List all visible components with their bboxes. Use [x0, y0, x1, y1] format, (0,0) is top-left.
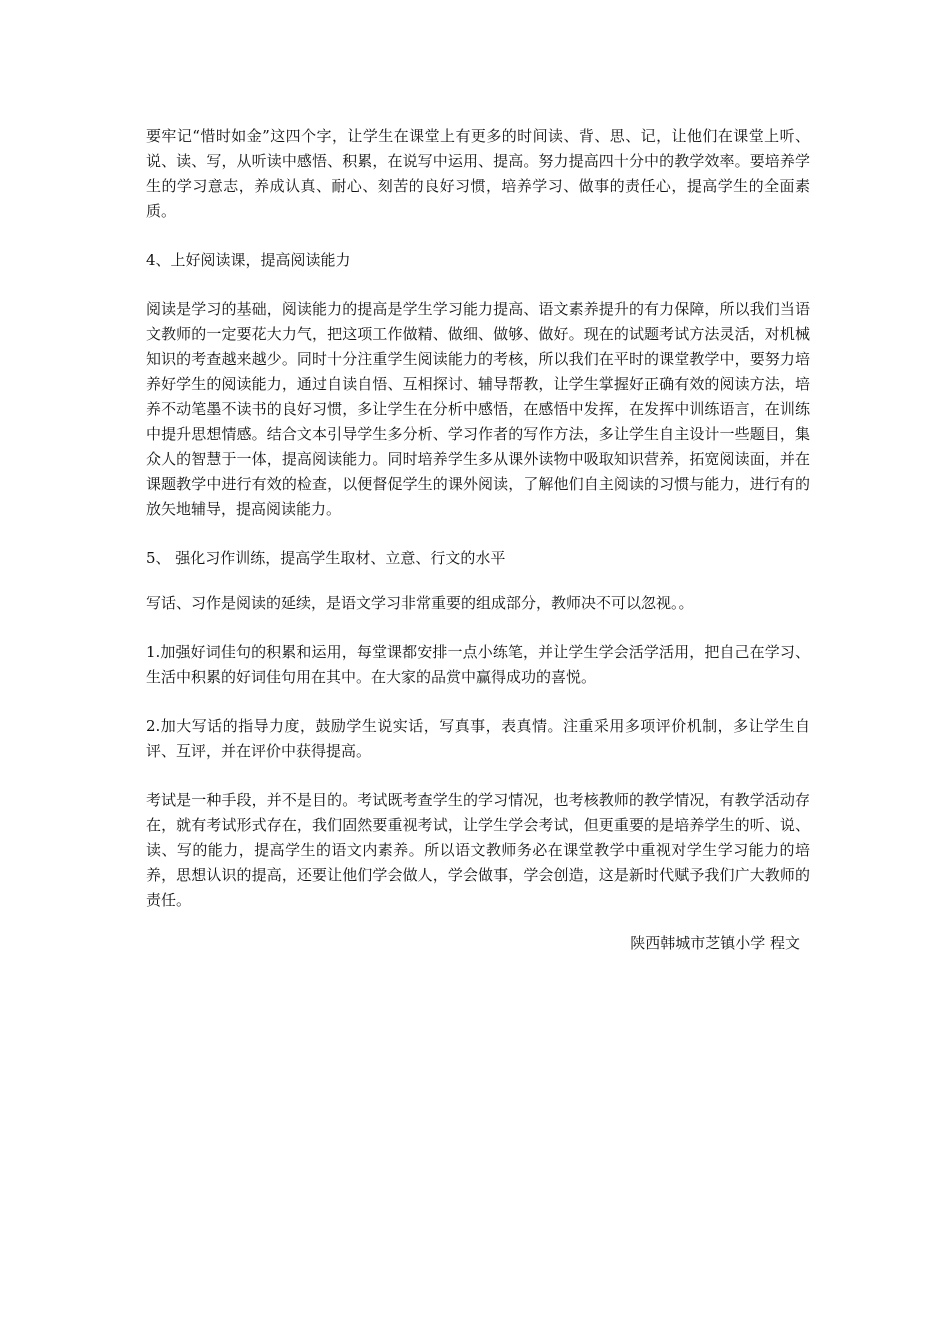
paragraph-writing-point-2: 2.加大写话的指导力度，鼓励学生说实话，写真事，表真情。注重采用多项评价机制，多让学生自评、互评，并在评价中获得提高。 — [146, 717, 810, 760]
paragraph-writing-point-1: 1.加强好词佳句的积累和运用，每堂课都安排一点小练笔，并让学生学会活学活用，把自己在学习、生活中积累的好词佳句用在其中。在大家的品赏中赢得成功的喜悦。 — [146, 643, 810, 686]
section-heading-reading: 4、上好阅读课，提高阅读能力 — [146, 251, 351, 269]
document-body — [146, 124, 810, 956]
paragraph-time-efficiency: 要牢记“惜时如金”这四个字，让学生在课堂上有更多的时间读、背、思、记，让他们在课堂上听、说、读、写，从听读中感悟、积累，在说写中运用、提高。努力提高四十分中的教学效率。要培养学生的学习意志，养成认真、耐心、刻苦的良好习惯，培养学习、做事的责任心，提高学生的全面素质。 — [146, 127, 810, 220]
author-signature: 陕西韩城市芝镇小学 程文 — [630, 934, 800, 952]
paragraph-reading-ability: 阅读是学习的基础，阅读能力的提高是学生学习能力提高、语文素养提升的有力保障，所以我们当语文教师的一定要花大力气，把这项工作做精、做细、做够、做好。现在的试题考试方法灵活，对机械知识的考查越来越少。同时十分注重学生阅读能力的考核，所以我们在平时的课堂教学中，要努力培养好学生的阅读能力，通过自读自悟、互相探讨、辅导帮教，让学生掌握好正确有效的阅读方法，培养不动笔墨不读书的良好习惯，多让学生在分析中感悟，在感悟中发挥，在发挥中训练语言，在训练中提升思想情感。结合文本引导学生多分析、学习作者的写作方法，多让学生自主设计一些题目，集众人的智慧于一体，提高阅读能力。同时培养学生多从课外读物中吸取知识营养，拓宽阅读面，并在课题教学中进行有效的检查，以便督促学生的课外阅读，了解他们自主阅读的习惯与能力，进行有的放矢地辅导，提高阅读能力。 — [146, 300, 810, 518]
paragraph-writing-intro: 写话、习作是阅读的延续，是语文学习非常重要的组成部分，教师决不可以忽视。。 — [146, 594, 694, 612]
paragraph-exam-conclusion: 考试是一种手段，并不是目的。考试既考查学生的学习情况，也考核教师的教学情况，有教学活动存在，就有考试形式存在，我们固然要重视考试，让学生学会考试，但更重要的是培养学生的听、说、读、写的能力，提高学生的语文内素养。所以语文教师务必在课堂教学中重视对学生学习能力的培养，思想认识的提高，还要让他们学会做人，学会做事，学会创造，这是新时代赋予我们广大教师的责任。 — [146, 791, 810, 909]
section-heading-writing: 5、 强化习作训练，提高学生取材、立意、行文的水平 — [146, 549, 506, 567]
